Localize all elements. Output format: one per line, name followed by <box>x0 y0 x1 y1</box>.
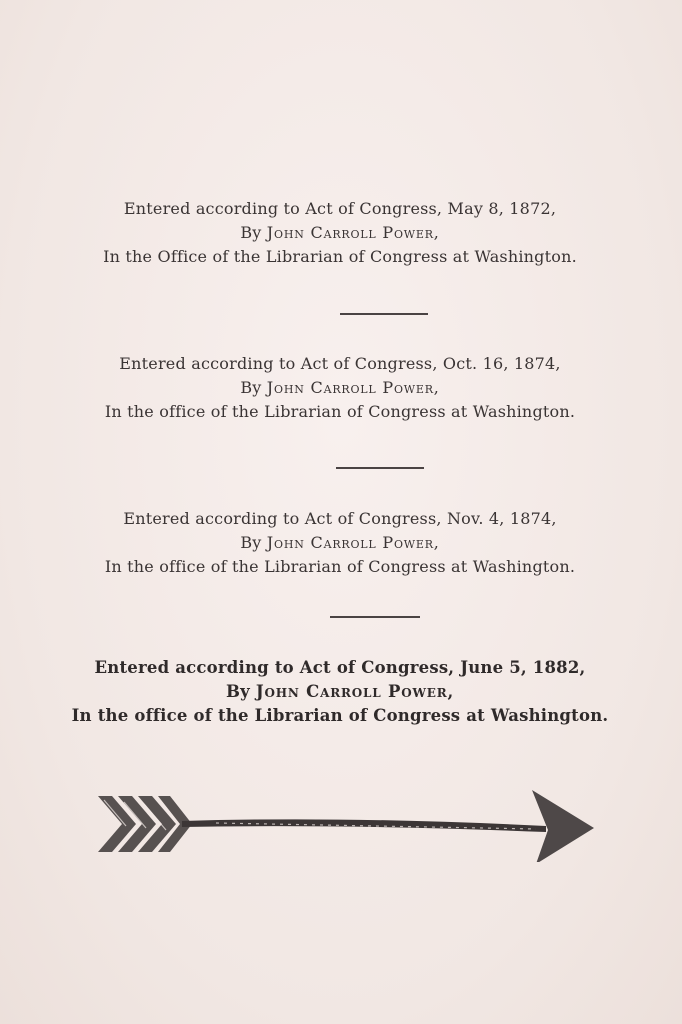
notice-author-line: By John Carroll Power, <box>225 682 455 701</box>
separator-rule <box>330 616 420 618</box>
notice-office-line: In the Office of the Librarian of Congress at Washington. <box>103 247 577 266</box>
copyright-notice-1882 <box>50 656 630 728</box>
arrow-ornament-icon <box>96 786 596 862</box>
notice-author-line: By John Carroll Power, <box>240 378 440 397</box>
copyright-notice-1872 <box>60 197 620 269</box>
copyright-notice-1874-nov <box>60 507 620 579</box>
notice-entry-line: Entered according to Act of Congress, June 5, 1882, <box>94 658 586 677</box>
notice-office-line: In the office of the Librarian of Congress at Washington. <box>71 706 609 725</box>
notice-office-line: In the office of the Librarian of Congress at Washington. <box>104 557 576 576</box>
author-name: John Carroll Power, <box>266 223 440 242</box>
notice-entry-line: Entered according to Act of Congress, Oct. 16, 1874, <box>119 354 561 373</box>
notice-author-line: By John Carroll Power, <box>240 223 440 242</box>
notice-entry-line: Entered according to Act of Congress, May 8, 1872, <box>123 199 557 218</box>
separator-rule <box>340 313 428 315</box>
author-name: John Carroll Power, <box>266 533 440 552</box>
separator-rule <box>336 467 424 469</box>
notice-entry-line: Entered according to Act of Congress, Nov. 4, 1874, <box>123 509 557 528</box>
author-name: John Carroll Power, <box>255 682 455 701</box>
notice-author-line: By John Carroll Power, <box>240 533 440 552</box>
notice-office-line: In the office of the Librarian of Congress at Washington. <box>104 402 576 421</box>
copyright-notice-1874-oct <box>60 352 620 424</box>
author-name: John Carroll Power, <box>266 378 440 397</box>
